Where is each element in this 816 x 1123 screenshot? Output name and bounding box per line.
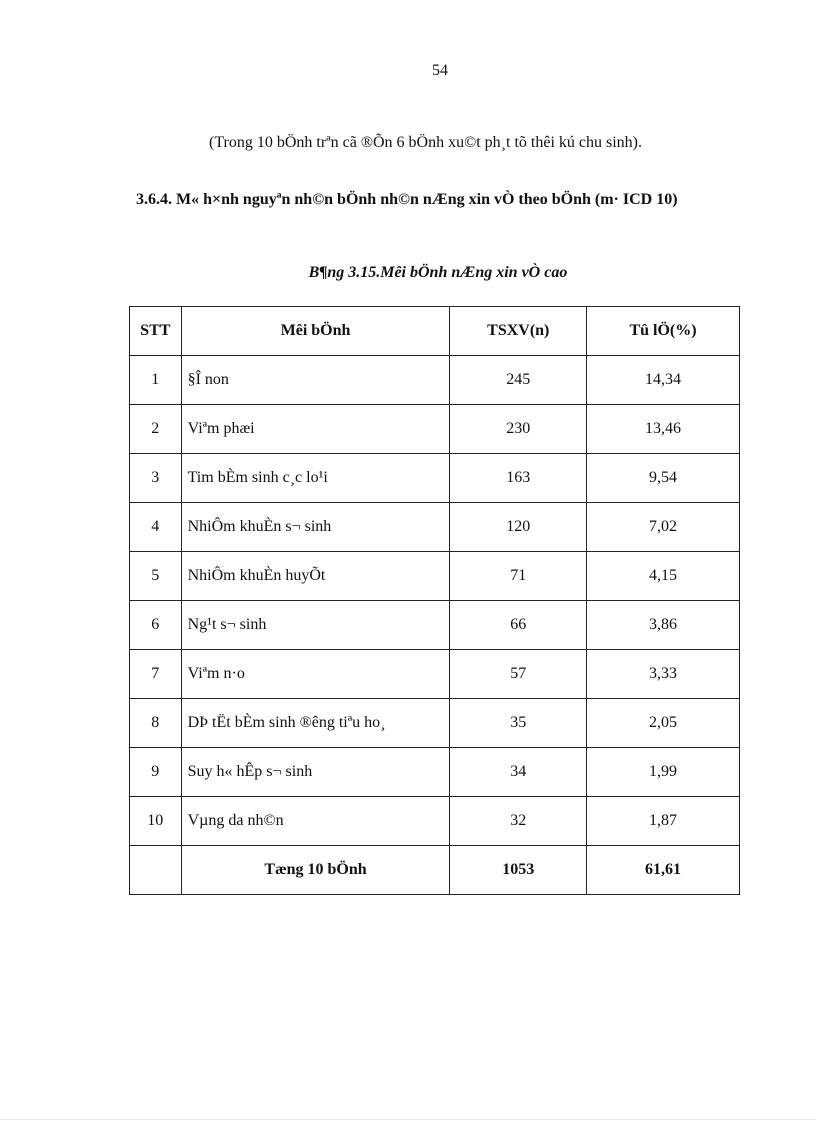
cell-disease: Suy h« hÊp s¬ sinh	[181, 748, 450, 797]
cell-stt: 9	[130, 748, 182, 797]
cell-count: 57	[450, 650, 587, 699]
table-row	[130, 405, 740, 454]
table-row	[130, 356, 740, 405]
intro-paragraph: (Trong 10 bÖnh trªn cã ®Õn 6 bÖnh xu©t ph¸t tõ thêi kú chu sinh).	[209, 134, 642, 151]
cell-percent: 2,05	[587, 699, 740, 748]
table-row	[130, 454, 740, 503]
cell-percent: 1,87	[587, 797, 740, 846]
page-bottom-divider	[0, 1119, 816, 1120]
cell-stt: 1	[130, 356, 182, 405]
cell-count: 245	[450, 356, 587, 405]
cell-disease: Vµng da nh©n	[181, 797, 450, 846]
cell-count: 71	[450, 552, 587, 601]
section-heading: 3.6.4. M« h×nh nguyªn nh©n bÖnh nh©n nÆng xin vÒ theo bÖnh (m· ICD 10)	[136, 191, 678, 208]
cell-disease: Ng¹t s¬ sinh	[181, 601, 450, 650]
cell-count: 163	[450, 454, 587, 503]
cell-count: 66	[450, 601, 587, 650]
cell-percent: 1,99	[587, 748, 740, 797]
cell-disease: Tim bÈm sinh c¸c lo¹i	[181, 454, 450, 503]
header-count: TSXV(n)	[450, 307, 587, 356]
cell-count: 32	[450, 797, 587, 846]
cell-disease: Viªm n·o	[181, 650, 450, 699]
cell-count: 34	[450, 748, 587, 797]
cell-stt: 2	[130, 405, 182, 454]
table-header-row	[130, 307, 740, 356]
cell-stt: 10	[130, 797, 182, 846]
cell-stt: 4	[130, 503, 182, 552]
table-row	[130, 699, 740, 748]
cell-disease: §Î non	[181, 356, 450, 405]
table-row	[130, 503, 740, 552]
table-row	[130, 797, 740, 846]
cell-stt: 8	[130, 699, 182, 748]
table-row	[130, 601, 740, 650]
cell-percent: 13,46	[587, 405, 740, 454]
cell-disease: NhiÔm khuÈn huyÕt	[181, 552, 450, 601]
cell-stt: 3	[130, 454, 182, 503]
table-caption: B¶ng 3.15.Mêi bÖnh nÆng xin vÒ cao	[308, 264, 568, 281]
cell-percent: 9,54	[587, 454, 740, 503]
cell-stt: 5	[130, 552, 182, 601]
cell-percent: 4,15	[587, 552, 740, 601]
cell-total-count: 1053	[450, 846, 587, 895]
cell-count: 230	[450, 405, 587, 454]
cell-total-percent: 61,61	[587, 846, 740, 895]
header-stt: STT	[130, 307, 182, 356]
cell-total-stt	[130, 846, 182, 895]
cell-stt: 6	[130, 601, 182, 650]
table-total-row	[130, 846, 740, 895]
header-disease: Mêi bÖnh	[181, 307, 450, 356]
cell-disease: Viªm phæi	[181, 405, 450, 454]
cell-disease: DÞ tËt bÈm sinh ®êng tiªu ho¸	[181, 699, 450, 748]
page-number: 54	[432, 62, 448, 79]
cell-percent: 14,34	[587, 356, 740, 405]
cell-percent: 3,33	[587, 650, 740, 699]
cell-count: 35	[450, 699, 587, 748]
header-percent: Tû lÖ(%)	[587, 307, 740, 356]
disease-table	[129, 306, 740, 895]
table-row	[130, 650, 740, 699]
cell-percent: 3,86	[587, 601, 740, 650]
table-row	[130, 748, 740, 797]
table-row	[130, 552, 740, 601]
cell-total-label: Tæng 10 bÖnh	[181, 846, 450, 895]
cell-disease: NhiÔm khuÈn s¬ sinh	[181, 503, 450, 552]
cell-stt: 7	[130, 650, 182, 699]
cell-percent: 7,02	[587, 503, 740, 552]
cell-count: 120	[450, 503, 587, 552]
